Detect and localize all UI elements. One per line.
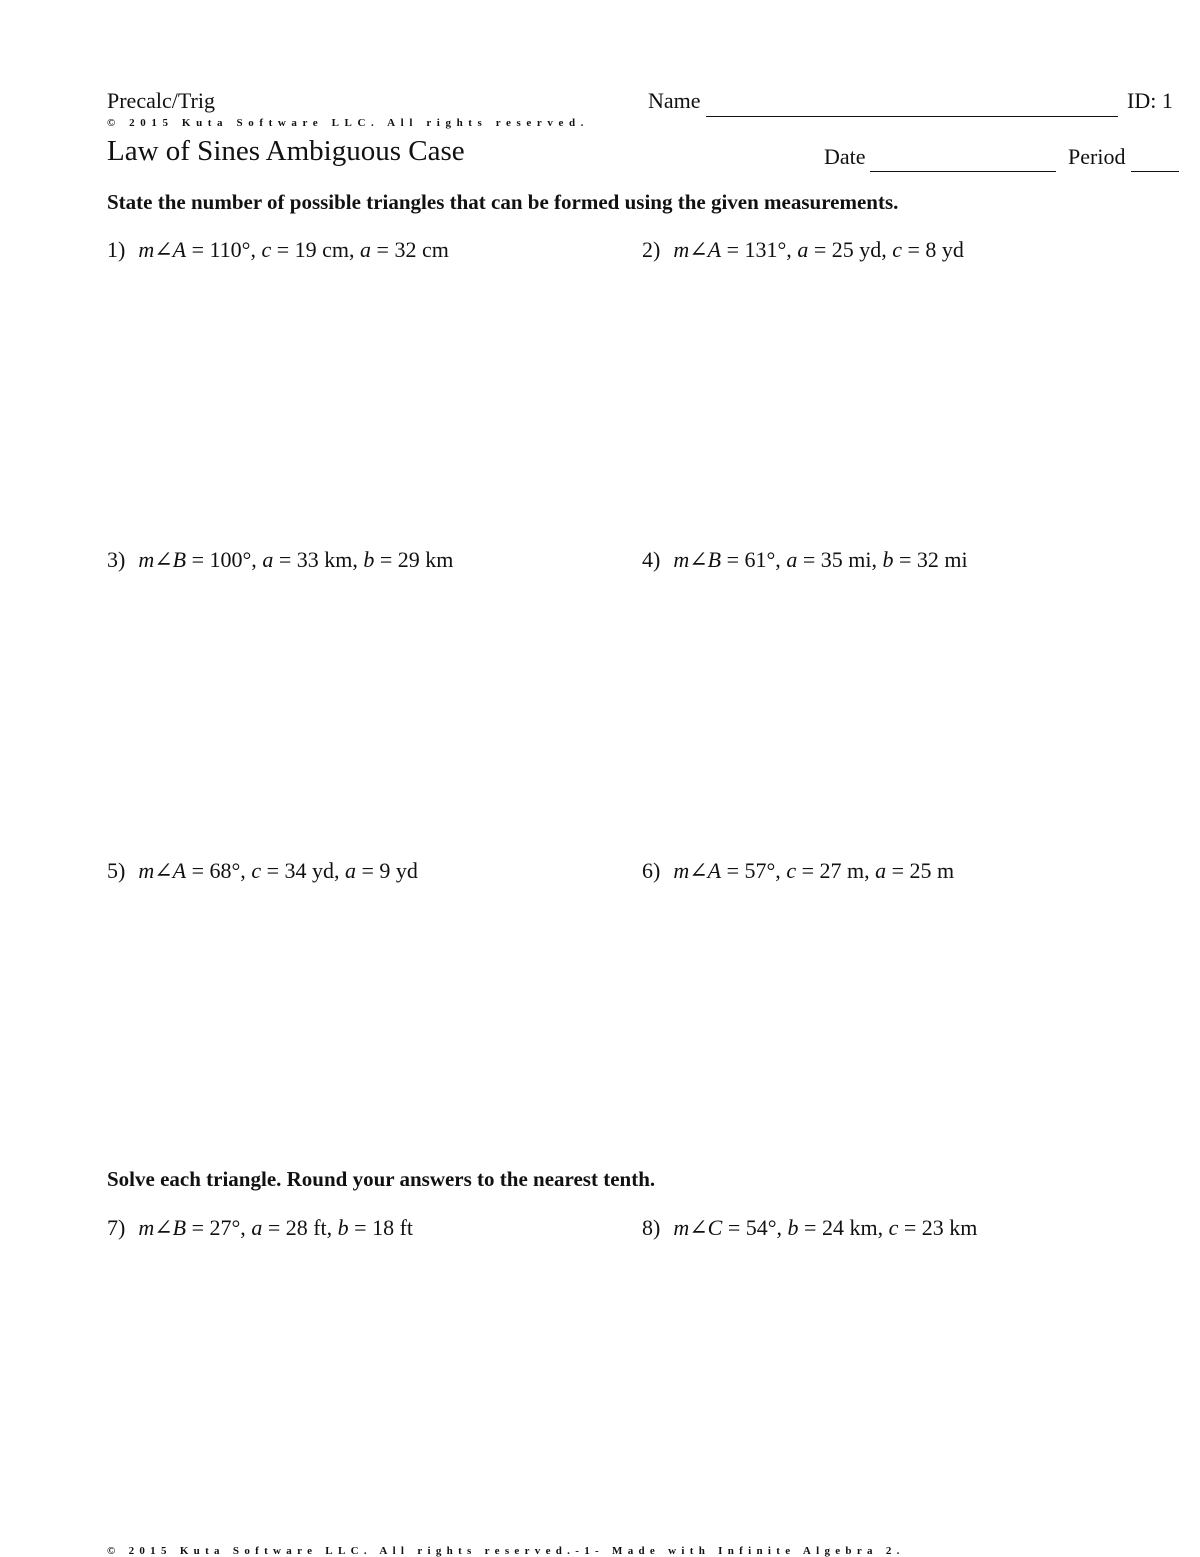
problem-8	[642, 1215, 977, 1241]
math-text: = 28 ft,	[262, 1215, 338, 1240]
math-text: = 23 km	[898, 1215, 978, 1240]
math-variable: m∠A	[673, 237, 722, 262]
date-field-line[interactable]	[870, 171, 1056, 172]
math-variable: a	[251, 1215, 263, 1240]
problem-number: 5)	[107, 858, 126, 883]
math-text: = 110°,	[186, 237, 262, 262]
math-text: = 34 yd,	[261, 858, 345, 883]
math-variable: c	[251, 858, 262, 883]
problem-expression	[673, 858, 954, 884]
math-variable: a	[345, 858, 356, 883]
math-variable: b	[787, 1215, 799, 1240]
problem-expression	[673, 547, 967, 573]
math-variable: m∠B	[673, 547, 722, 572]
math-variable: c	[261, 237, 272, 262]
math-text: = 131°,	[721, 237, 798, 262]
math-variable: a	[786, 547, 798, 572]
math-variable: a	[875, 858, 887, 883]
math-variable: m∠B	[138, 547, 187, 572]
problem-4	[642, 547, 968, 573]
worksheet-id: ID: 1	[1127, 88, 1173, 113]
period-label: Period	[1068, 144, 1126, 169]
problem-number: 2)	[642, 237, 661, 262]
math-variable: m∠C	[673, 1215, 723, 1240]
period-field-line[interactable]	[1131, 171, 1179, 172]
name-field-line[interactable]	[706, 116, 1118, 117]
math-text: = 25 yd,	[808, 237, 893, 262]
problem-number: 1)	[107, 237, 126, 262]
problem-expression	[138, 237, 449, 263]
math-variable: m∠A	[673, 858, 722, 883]
problem-expression	[138, 1215, 413, 1241]
math-variable: b	[363, 547, 375, 572]
problem-2	[642, 237, 964, 263]
problem-expression	[673, 237, 964, 263]
math-variable: a	[797, 237, 809, 262]
problem-number: 8)	[642, 1215, 661, 1240]
worksheet-title: Law of Sines Ambiguous Case	[107, 135, 465, 167]
math-text: = 25 m	[886, 858, 955, 883]
problem-6	[642, 858, 954, 884]
math-text: = 61°,	[721, 547, 787, 572]
math-variable: a	[262, 547, 274, 572]
date-label: Date	[824, 144, 866, 169]
math-text: = 29 km	[374, 547, 454, 572]
problem-1	[107, 237, 449, 263]
math-text: = 57°,	[721, 858, 787, 883]
problem-number: 3)	[107, 547, 126, 572]
page-footer: © 2015 Kuta Software LLC. All rights reserved.-1- Made with Infinite Algebra 2.	[107, 1545, 905, 1557]
math-text: = 8 yd	[902, 237, 964, 262]
math-text: = 27 m,	[796, 858, 876, 883]
math-text: = 32 mi	[893, 547, 968, 572]
math-variable: m∠A	[138, 237, 187, 262]
math-text: = 68°,	[186, 858, 252, 883]
section-instruction-2: Solve each triangle. Round your answers to the nearest tenth.	[107, 1167, 656, 1191]
copyright-notice: © 2015 Kuta Software LLC. All rights reserved.	[107, 117, 590, 129]
math-text: = 24 km,	[798, 1215, 889, 1240]
section-instruction-1: State the number of possible triangles that can be formed using the given measurements.	[107, 190, 899, 214]
math-text: = 18 ft	[348, 1215, 414, 1240]
math-text: = 32 cm	[371, 237, 449, 262]
math-variable: b	[882, 547, 894, 572]
math-variable: c	[892, 237, 902, 262]
math-variable: c	[888, 1215, 899, 1240]
name-label: Name	[648, 88, 701, 113]
math-text: = 27°,	[186, 1215, 252, 1240]
problem-3	[107, 547, 453, 573]
math-text: = 19 cm,	[271, 237, 361, 262]
math-variable: a	[360, 237, 372, 262]
problem-number: 6)	[642, 858, 661, 883]
problem-expression	[138, 547, 453, 573]
math-variable: m∠A	[138, 858, 187, 883]
problem-7	[107, 1215, 413, 1241]
math-variable: c	[786, 858, 797, 883]
problem-expression	[673, 1215, 977, 1241]
problem-number: 4)	[642, 547, 661, 572]
math-text: = 54°,	[722, 1215, 788, 1240]
math-text: = 9 yd	[356, 858, 418, 883]
problem-5	[107, 858, 418, 884]
math-variable: m∠B	[138, 1215, 187, 1240]
course-name: Precalc/Trig	[107, 88, 215, 113]
math-text: = 100°,	[186, 547, 263, 572]
math-text: = 33 km,	[273, 547, 364, 572]
problem-number: 7)	[107, 1215, 126, 1240]
math-variable: b	[337, 1215, 349, 1240]
problem-expression	[138, 858, 418, 884]
math-text: = 35 mi,	[797, 547, 883, 572]
